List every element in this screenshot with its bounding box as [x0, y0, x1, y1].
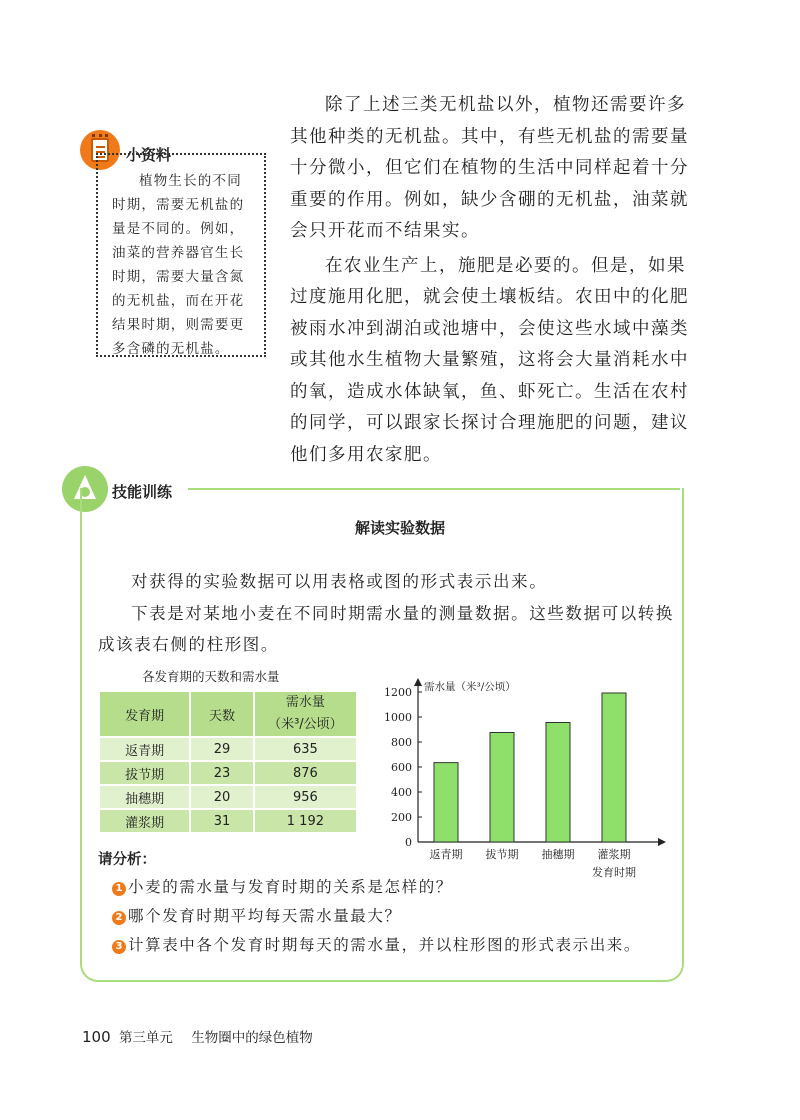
- header-water: [254, 691, 357, 737]
- question-number-3: 3: [112, 940, 126, 954]
- x-tick-label: 拔节期: [485, 848, 519, 861]
- sidebar-note-text: 植物生长的不同时期，需要无机盐的量是不同的。例如，油菜的营养器官生长时期，需要大量含氮的无机盐，而在开花结果时期，则需要更多含磷的无机盐。: [112, 173, 245, 357]
- chapter-title: 生物圈中的绿色植物: [191, 1030, 313, 1046]
- cell-days: 31: [190, 809, 254, 833]
- cell-stage: 返青期: [99, 737, 190, 761]
- table-row: [99, 809, 357, 833]
- y-tick-label: 600: [391, 761, 412, 774]
- skill-paragraph-1: 对获得的实验数据可以用表格或图的形式表示出来。: [131, 572, 548, 591]
- header-days: 天数: [190, 691, 254, 737]
- x-axis-arrow: [658, 838, 666, 846]
- chart-bar: [490, 733, 514, 843]
- y-tick-label: 1000: [384, 711, 412, 724]
- y-tick-label: 0: [405, 836, 412, 849]
- paragraph-1: 除了上述三类无机盐以外，植物还需要许多其他种类的无机盐。其中，有些无机盐的需要量十分微小，但它们在植物的生活中同样起着十分重要的作用。例如，缺少含硼的无机盐，油菜就会只开花而不结果实。: [290, 95, 689, 241]
- y-tick-label: 200: [391, 811, 412, 824]
- unit-label: 第三单元: [118, 1030, 173, 1046]
- question-1: [112, 875, 453, 897]
- paragraph-2: 在农业生产上，施肥是必要的。但是，如果过度施用化肥，就会使土壤板结。农田中的化肥被雨水冲到湖泊或池塘中，会使这些水域中藻类或其他水生植物大量繁殖，这将会大量消耗水中的氧，造成水体缺氧，鱼、虾死亡。生活在农村的同学，可以跟家长探讨合理施肥的问题，建议他们多用农家肥。: [290, 255, 689, 465]
- y-tick-label: 400: [391, 786, 412, 799]
- skill-subtitle: 解读实验数据: [354, 519, 445, 537]
- header-water-label: 需水量: [285, 695, 325, 710]
- question-number-1: 1: [112, 882, 126, 896]
- x-tick-label: 抽穗期: [541, 848, 575, 861]
- question-text-1: 小麦的需水量与发育时期的关系是怎样的？: [128, 878, 453, 896]
- chart-bar: [546, 723, 570, 843]
- chart-bar: [602, 693, 626, 842]
- cell-water: 635: [254, 737, 357, 761]
- question-number-2: 2: [112, 911, 126, 925]
- cell-stage: 抽穗期: [99, 785, 190, 809]
- analyze-label: 请分析：: [98, 852, 156, 868]
- chart-bar: [434, 763, 458, 842]
- water-demand-bar-chart: [374, 674, 674, 880]
- cell-stage: 灌浆期: [99, 809, 190, 833]
- x-tick-label: 返青期: [429, 848, 463, 861]
- y-tick-label: 800: [391, 736, 412, 749]
- cell-water: 1 192: [254, 809, 357, 833]
- y-axis-label: 需水量（米³/公顷）: [424, 681, 516, 693]
- x-axis-label: 发育时期: [592, 866, 636, 879]
- table-row: [99, 785, 357, 809]
- cell-water: 956: [254, 785, 357, 809]
- sidebar-note-title: 小资料: [126, 146, 172, 164]
- data-table: [98, 690, 358, 834]
- cell-stage: 拔节期: [99, 761, 190, 785]
- sidebar-note-box: [96, 153, 266, 357]
- question-3: [112, 933, 641, 955]
- skill-training-title: 技能训练: [112, 483, 173, 501]
- cell-water: 876: [254, 761, 357, 785]
- header-water-unit: （米³/公顷）: [268, 717, 343, 732]
- cell-days: 20: [190, 785, 254, 809]
- question-text-2: 哪个发育时期平均每天需水量最大？: [128, 907, 402, 925]
- page-footer: [82, 1026, 313, 1046]
- x-tick-label: 灌浆期: [597, 848, 631, 861]
- cell-days: 29: [190, 737, 254, 761]
- skill-paragraph-2: 下表是对某地小麦在不同时期需水量的测量数据。这些数据可以转换成该表右侧的柱形图。: [98, 604, 674, 654]
- table-row: [99, 737, 357, 761]
- question-text-3: 计算表中各个发育时期每天的需水量，并以柱形图的形式表示出来。: [128, 936, 642, 954]
- page-number: 100: [82, 1028, 111, 1046]
- question-2: [112, 904, 402, 926]
- header-stage: 发育期: [99, 691, 190, 737]
- cell-days: 23: [190, 761, 254, 785]
- table-header-row: [99, 691, 357, 737]
- table-row: [99, 761, 357, 785]
- y-axis-arrow: [414, 678, 422, 686]
- table-caption: 各发育期的天数和需水量: [142, 669, 280, 684]
- y-tick-label: 1200: [384, 686, 412, 699]
- main-body: [290, 90, 700, 474]
